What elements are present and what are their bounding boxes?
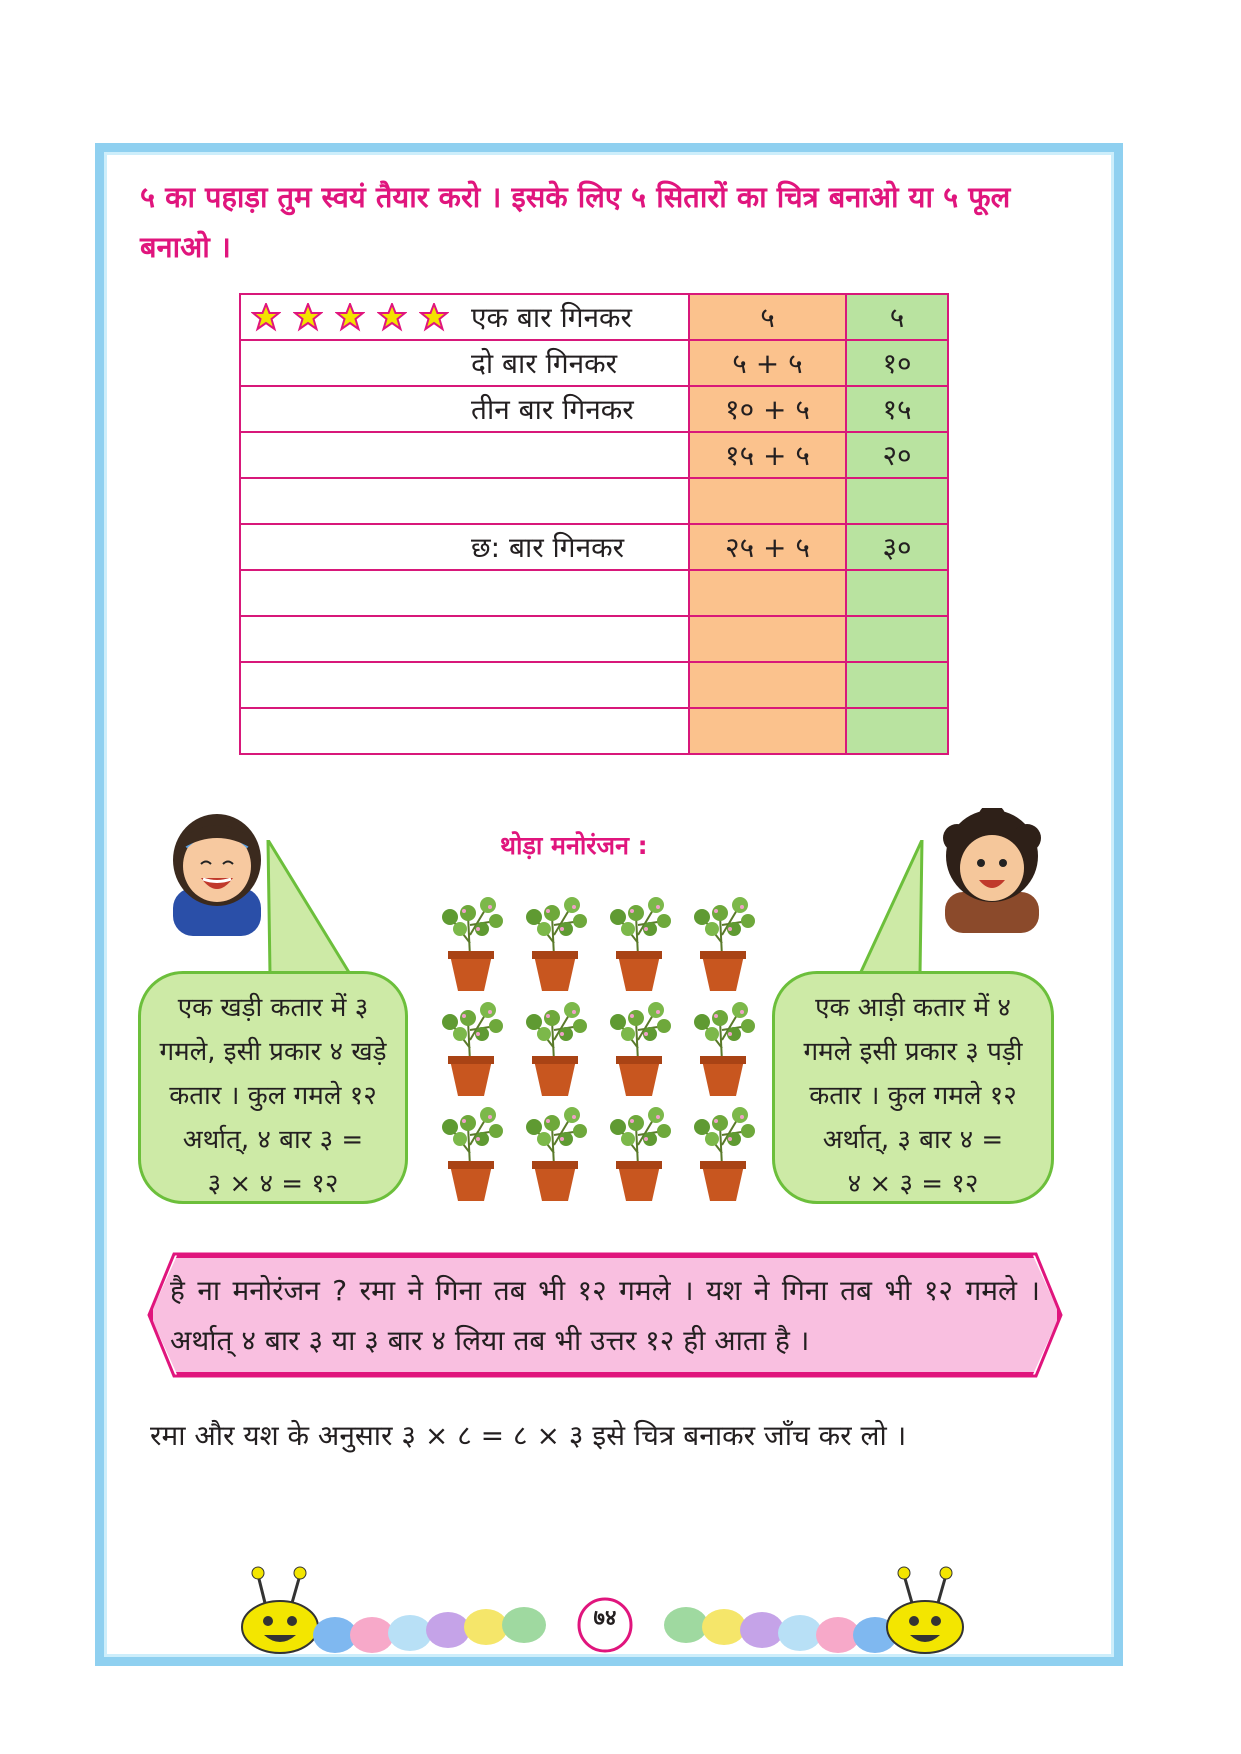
bubble-line: ३ × ४ = १२: [207, 1169, 339, 1199]
flower-pot-icon: [526, 1002, 587, 1096]
row-label-cell: [240, 478, 689, 524]
entertainment-title: थोड़ा मनोरंजन :: [500, 831, 648, 860]
bubble-line: अर्थात्, ३ बार ४ =: [822, 1125, 1004, 1155]
result-cell: १०: [846, 340, 948, 386]
sum-cell: [689, 708, 846, 754]
flower-pot-icon: [694, 1002, 755, 1096]
right-speech-bubble: [772, 971, 1054, 1204]
flower-pot-icon: [610, 897, 671, 991]
row-label-cell: [240, 708, 689, 754]
sum-cell: [689, 662, 846, 708]
flower-pot-icon: [442, 897, 503, 991]
left-bubble-tail: [250, 840, 370, 980]
page-heading: ५ का पहाड़ा तुम स्वयं तैयार करो । इसके लिए ५ सितारों का चित्र बनाओ या ५ फूल बनाओ ।: [140, 180, 1011, 264]
bubble-line: एक आड़ी कतार में ४: [815, 993, 1011, 1023]
table-row: [240, 478, 948, 524]
bubble-line: अर्थात्, ४ बार ३ =: [182, 1125, 364, 1155]
table-row: [240, 340, 948, 386]
sum-cell: ५ + ५: [689, 340, 846, 386]
table-row: [240, 662, 948, 708]
flower-pot-icon: [610, 1002, 671, 1096]
result-cell: [846, 662, 948, 708]
flower-pot-icon: [442, 1107, 503, 1201]
bubble-line: गमले इसी प्रकार ३ पड़ी: [803, 1037, 1023, 1067]
row-label: छ: बार गिनकर: [471, 531, 625, 564]
bubble-line: एक खड़ी कतार में ३: [177, 993, 369, 1023]
sum-cell: २५ + ५: [689, 524, 846, 570]
sum-cell: ५: [689, 294, 846, 340]
boy-illustration: [937, 808, 1047, 933]
table-row: [240, 386, 948, 432]
bubble-line: कतार । कुल गमले १२: [809, 1081, 1017, 1111]
bubble-line: कतार । कुल गमले १२: [169, 1081, 377, 1111]
row-label-cell: [240, 294, 689, 340]
page-number: ७४: [593, 1606, 617, 1631]
sum-cell: [689, 570, 846, 616]
row-label-cell: [240, 570, 689, 616]
flower-pot-icon: [694, 1107, 755, 1201]
row-label: दो बार गिनकर: [471, 347, 618, 380]
star-icon: [335, 303, 365, 333]
row-label: तीन बार गिनकर: [471, 393, 634, 426]
result-cell: ३०: [846, 524, 948, 570]
result-cell: [846, 708, 948, 754]
result-cell: २०: [846, 432, 948, 478]
row-label-cell: [240, 662, 689, 708]
flower-pot-icon: [526, 897, 587, 991]
star-icon: [377, 303, 407, 333]
star-icon: [251, 303, 281, 333]
flower-pot-icon: [694, 897, 755, 991]
table-row: [240, 570, 948, 616]
pink-box-text: है ना मनोरंजन ? रमा ने गिना तब भी १२ गमले । यश ने गिना तब भी १२ गमले । अर्थात् ४ बार ३ या ३ बार ४ लिया तब भी उत्तर १२ ही आता है ।: [170, 1274, 1040, 1357]
flower-pot-icon: [526, 1107, 587, 1201]
result-cell: [846, 616, 948, 662]
star-icon: [293, 303, 323, 333]
result-cell: १५: [846, 386, 948, 432]
row-label: एक बार गिनकर: [471, 301, 632, 334]
left-speech-bubble: [138, 971, 408, 1204]
flower-pot-icon: [442, 1002, 503, 1096]
flower-pot-grid: [428, 895, 758, 1205]
sum-cell: १५ + ५: [689, 432, 846, 478]
table-row: [240, 616, 948, 662]
sum-cell: [689, 478, 846, 524]
result-cell: [846, 478, 948, 524]
row-label-cell: [240, 386, 689, 432]
row-label-cell: [240, 524, 689, 570]
bubble-line: गमले, इसी प्रकार ४ खड़े: [159, 1037, 387, 1067]
table-row: [240, 432, 948, 478]
bubble-line: ४ × ३ = १२: [847, 1169, 979, 1199]
bottom-instruction: रमा और यश के अनुसार ३ × ८ = ८ × ३ इसे चित्र बनाकर जाँच कर लो ।: [150, 1419, 907, 1452]
result-cell: [846, 570, 948, 616]
row-label-cell: [240, 616, 689, 662]
sum-cell: १० + ५: [689, 386, 846, 432]
row-label-cell: [240, 340, 689, 386]
multiplication-table: [239, 293, 949, 755]
row-label-cell: [240, 432, 689, 478]
table-row: [240, 294, 948, 340]
flower-pot-icon: [610, 1107, 671, 1201]
table-row: [240, 524, 948, 570]
right-bubble-tail: [840, 840, 950, 980]
star-icon: [419, 303, 449, 333]
result-cell: ५: [846, 294, 948, 340]
stars-group: [251, 303, 449, 333]
sum-cell: [689, 616, 846, 662]
table-row: [240, 708, 948, 754]
